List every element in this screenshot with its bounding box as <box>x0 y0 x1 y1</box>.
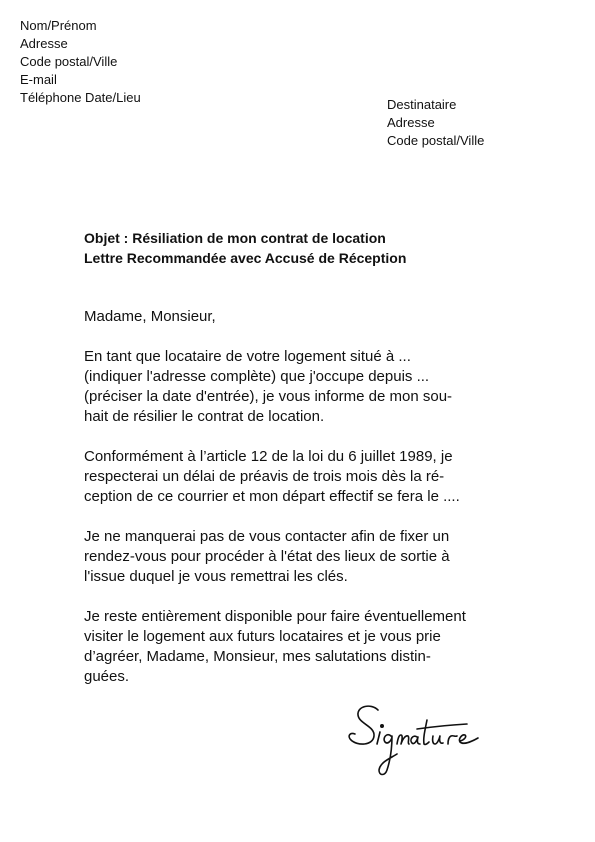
paragraph-line: rendez-vous pour procéder à l'état des lieux de sortie à <box>84 548 450 565</box>
paragraph-line: respecterai un délai de préavis de trois mois dès la ré- <box>84 468 445 485</box>
paragraph-line: visiter le logement aux futurs locataires et je vous prie <box>84 628 441 645</box>
sender-phone-date-place: Téléphone Date/Lieu <box>20 90 141 105</box>
recipient-name: Destinataire <box>387 97 457 112</box>
paragraph-2 <box>84 447 524 507</box>
subject-line: Objet : Résiliation de mon contrat de location <box>84 230 386 246</box>
paragraph-line: (indiquer l'adresse complète) que j'occupe depuis ... <box>84 368 430 385</box>
paragraph-line: Je reste entièrement disponible pour faire éventuellement <box>84 608 466 625</box>
recipient-postal-city: Code postal/Ville <box>387 133 485 148</box>
sender-block <box>20 17 141 107</box>
paragraph-line: hait de résilier le contrat de location. <box>84 408 325 425</box>
paragraph-line: Conformément à l’article 12 de la loi du 6 juillet 1989, je <box>84 448 453 465</box>
sender-email: E-mail <box>20 72 57 87</box>
subject-block <box>84 228 406 268</box>
salutation: Madame, Monsieur, <box>84 308 216 325</box>
paragraph-line: En tant que locataire de votre logement situé à ... <box>84 348 411 365</box>
paragraph-line: Je ne manquerai pas de vous contacter afin de fixer un <box>84 528 450 545</box>
sender-address: Adresse <box>20 36 68 51</box>
registered-letter-line: Lettre Recommandée avec Accusé de Réception <box>84 250 407 266</box>
recipient-address: Adresse <box>387 115 435 130</box>
sender-name: Nom/Prénom <box>20 18 97 33</box>
letter-body <box>84 347 524 707</box>
handwritten-signature <box>345 698 495 782</box>
paragraph-line: guées. <box>84 668 130 685</box>
paragraph-3 <box>84 527 524 587</box>
paragraph-line: d’agréer, Madame, Monsieur, mes salutations distin- <box>84 648 431 665</box>
paragraph-line: ception de ce courrier et mon départ effectif se fera le .... <box>84 488 460 505</box>
paragraph-1 <box>84 347 524 427</box>
paragraph-line: l'issue duquel je vous remettrai les clés. <box>84 568 348 585</box>
recipient-block <box>387 96 484 150</box>
sender-postal-city: Code postal/Ville <box>20 54 118 69</box>
paragraph-line: (préciser la date d'entrée), je vous informe de mon sou- <box>84 388 453 405</box>
paragraph-4 <box>84 607 524 687</box>
